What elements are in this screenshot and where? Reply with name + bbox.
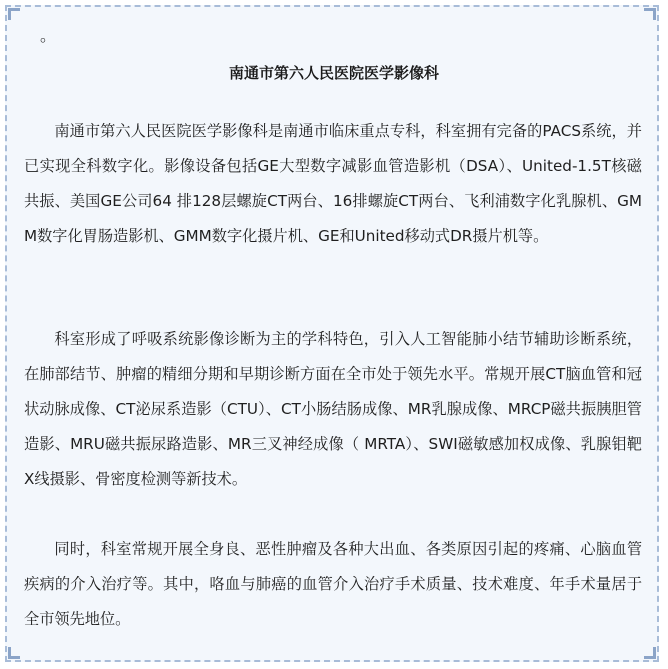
article-title: 南通市第六人民医院医学影像科 bbox=[228, 64, 439, 82]
corner-decoration bbox=[8, 647, 20, 659]
corner-decoration bbox=[8, 8, 20, 20]
corner-decoration bbox=[644, 647, 656, 659]
paragraph-specialties: 科室形成了呼吸系统影像诊断为主的学科特色，引入人工智能肺小结节辅助诊断系统，在肺部结节、肿瘤的精细分期和早期诊断方面在全市处于领先水平。常规开展CT脑血管和冠状动脉成像、CT泌尿系造影（CTU）、CT小肠结肠成像、MR乳腺成像、MRCP磁共振胰胆管造影、MRU磁共振尿路造影、MR三叉神经成像（ MRTA）、SWI磁敏感加权成像、乳腺钼靶X线摄影、骨密度检测等新技术。 bbox=[24, 330, 642, 488]
paragraph-equipment: 南通市第六人民医院医学影像科是南通市临床重点专科，科室拥有完备的PACS系统，并已实现全科数字化。影像设备包括GE大型数字减影血管造影机（DSA）、United-1.5T核磁共振、美国GE公司64 排128层螺旋CT两台、16排螺旋CT两台、飞利浦数字化乳腺机、GMM数字化胃肠造影机、GMM数字化摄片机、GE和United移动式DR摄片机等。 bbox=[24, 122, 642, 245]
bullet-mark: 。 bbox=[40, 26, 57, 45]
corner-decoration bbox=[644, 8, 656, 20]
paragraph-interventional: 同时，科室常规开展全身良、恶性肿瘤及各种大出血、各类原因引起的疼痛、心脑血管疾病的介入治疗等。其中，咯血与肺癌的血管介入治疗手术质量、技术难度、年手术量居于全市领先地位。 bbox=[24, 540, 642, 628]
